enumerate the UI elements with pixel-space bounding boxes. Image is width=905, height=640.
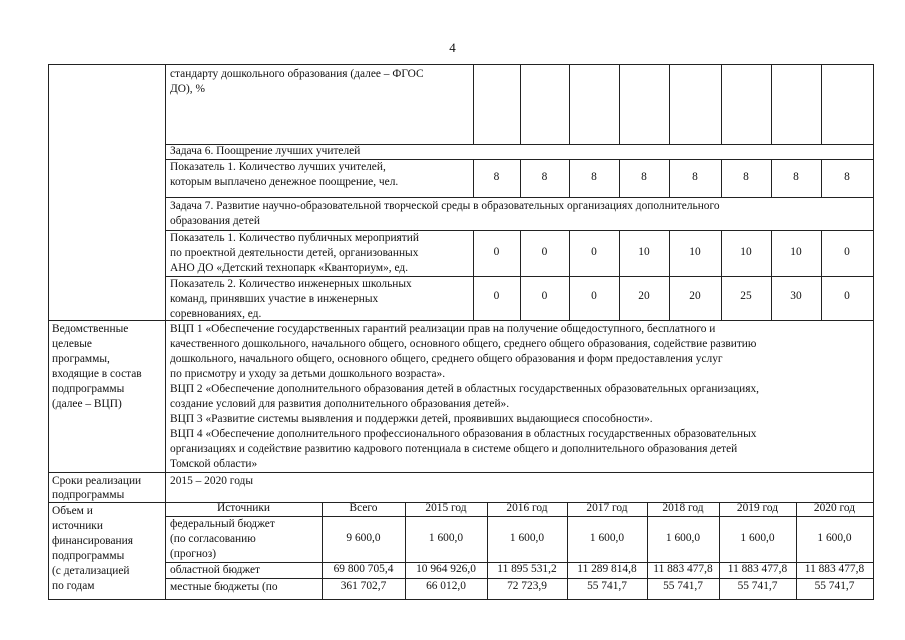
fgos-indicator-line-2: ДО), % bbox=[170, 83, 205, 95]
source-line: (прогноз) bbox=[170, 548, 217, 560]
fgos-indicator-line-1: стандарту дошкольного образования (далее – ФГОС bbox=[170, 68, 424, 80]
vcp-text-line: дошкольного, начального общего, основного общего, среднего общего образования и форм предоставления услуг bbox=[170, 353, 723, 365]
value-cell: 11 883 477,8 bbox=[804, 563, 865, 575]
vcp-label-line: (далее – ВЦП) bbox=[52, 398, 122, 410]
vcp-text-line: по присмотру и уходу за детьми дошкольного возраста». bbox=[170, 368, 446, 380]
task-7-indicator-2-line-1: Показатель 2. Количество инженерных школьных bbox=[170, 278, 412, 290]
task-7-indicator-2-line-2: команд, принявших участие в инженерных bbox=[170, 293, 379, 305]
terms-value: 2015 – 2020 годы bbox=[170, 475, 254, 487]
header-cell: 2020 год bbox=[813, 502, 856, 514]
vcp-label-line: Ведомственные bbox=[52, 323, 129, 335]
value-cell: 0 bbox=[844, 290, 850, 302]
value-cell: 1 600,0 bbox=[665, 532, 701, 544]
source-line: местные бюджеты (по bbox=[170, 581, 278, 593]
finance-label-line: источники bbox=[52, 520, 103, 532]
header-cell: Источники bbox=[216, 502, 271, 514]
source-line: федеральный бюджет bbox=[170, 518, 275, 530]
terms-label-line-2: подпрограммы bbox=[52, 489, 125, 501]
vcp-label-line: подпрограммы bbox=[52, 383, 125, 395]
vcp-label-line: целевые bbox=[52, 338, 92, 350]
value-cell: 8 bbox=[743, 171, 749, 183]
value-cell: 0 bbox=[541, 246, 548, 258]
finance-label-line: по годам bbox=[52, 580, 95, 592]
value-cell: 8 bbox=[541, 171, 548, 183]
header-cell: 2015 год bbox=[425, 502, 467, 514]
vcp-text-line: качественного дошкольного, начального общего, основного общего, среднего общего образования, содействие развитию bbox=[170, 338, 757, 350]
value-cell: 1 600,0 bbox=[589, 532, 625, 544]
value-cell: 8 bbox=[844, 171, 850, 183]
finance-label-line: финансирования bbox=[52, 535, 133, 547]
value-cell: 8 bbox=[493, 171, 500, 183]
value-cell: 72 723,9 bbox=[507, 580, 547, 592]
value-cell: 0 bbox=[591, 246, 597, 258]
value-cell: 361 702,7 bbox=[340, 580, 387, 592]
task-7-heading-line-1: Задача 7. Развитие научно-образовательной творческой среды в образовательных организациях дополнительного bbox=[170, 200, 720, 212]
value-cell: 8 bbox=[692, 171, 698, 183]
header-cell: 2018 год bbox=[662, 502, 704, 514]
value-cell: 10 bbox=[740, 246, 752, 258]
header-cell: 2019 год bbox=[736, 502, 779, 514]
finance-label-line: подпрограммы bbox=[52, 550, 125, 562]
vcp-text-line: создание условий для развития дополнительного образования детей». bbox=[170, 398, 510, 410]
page-number: 4 bbox=[449, 40, 456, 55]
task-7-indicator-1-line-3: АНО ДО «Детский технопарк «Кванториум», ед. bbox=[170, 262, 409, 274]
value-cell: 0 bbox=[844, 246, 850, 258]
value-cell: 0 bbox=[493, 246, 500, 258]
value-cell: 10 bbox=[689, 246, 701, 258]
vcp-text-line: ВЦП 4 «Обеспечение дополнительного профессионального образования в областных государственных образовательных bbox=[170, 428, 757, 440]
value-cell: 69 800 705,4 bbox=[333, 563, 394, 575]
value-cell: 25 bbox=[740, 290, 752, 302]
task-6-heading: Задача 6. Поощрение лучших учителей bbox=[170, 145, 361, 157]
value-cell: 30 bbox=[790, 290, 802, 302]
task-6-indicator-1-line-2: которым выплачено денежное поощрение, чел. bbox=[170, 176, 399, 188]
value-cell: 11 895 531,2 bbox=[497, 563, 557, 575]
value-cell: 10 bbox=[790, 246, 802, 258]
task-6-indicator-1-line-1: Показатель 1. Количество лучших учителей, bbox=[170, 161, 386, 173]
vcp-text-line: ВЦП 1 «Обеспечение государственных гарантий реализации прав на получение общедоступного, бесплатного и bbox=[170, 323, 716, 335]
value-cell: 11 289 814,8 bbox=[577, 563, 637, 575]
value-cell: 55 741,7 bbox=[814, 580, 855, 592]
value-cell: 20 bbox=[689, 290, 701, 302]
finance-label-line: (с детализацией bbox=[52, 565, 130, 577]
value-cell: 11 883 477,8 bbox=[727, 563, 788, 575]
value-cell: 10 bbox=[638, 246, 650, 258]
finance-label-line: Объем и bbox=[52, 505, 93, 517]
header-cell: 2017 год bbox=[586, 502, 628, 514]
value-cell: 11 883 477,8 bbox=[653, 563, 713, 575]
header-cell: 2016 год bbox=[506, 502, 548, 514]
vcp-text-line: ВЦП 2 «Обеспечение дополнительного образования детей в областных государственных образовательных организациях, bbox=[170, 383, 760, 395]
terms-label-line-1: Сроки реализации bbox=[52, 475, 142, 487]
value-cell: 8 bbox=[641, 171, 647, 183]
value-cell: 0 bbox=[493, 290, 500, 302]
header-cell: Всего bbox=[349, 502, 378, 514]
value-cell: 55 741,7 bbox=[737, 580, 778, 592]
value-cell: 9 600,0 bbox=[346, 532, 381, 544]
value-cell: 1 600,0 bbox=[428, 532, 464, 544]
value-cell: 1 600,0 bbox=[817, 532, 852, 544]
value-cell: 1 600,0 bbox=[740, 532, 775, 544]
value-cell: 1 600,0 bbox=[509, 532, 545, 544]
task-7-heading-line-2: образования детей bbox=[170, 215, 260, 227]
value-cell: 55 741,7 bbox=[587, 580, 627, 592]
value-cell: 0 bbox=[591, 290, 597, 302]
value-cell: 20 bbox=[638, 290, 650, 302]
vcp-text-line: ВЦП 3 «Развитие системы выявления и поддержки детей, проявивших выдающиеся способности». bbox=[170, 413, 653, 425]
value-cell: 10 964 926,0 bbox=[416, 563, 476, 575]
source-line: (по согласованию bbox=[170, 533, 256, 545]
value-cell: 66 012,0 bbox=[426, 580, 466, 592]
value-cell: 8 bbox=[591, 171, 597, 183]
task-7-indicator-1-line-1: Показатель 1. Количество публичных мероприятий bbox=[170, 232, 419, 244]
task-7-indicator-2-line-3: соревнованиях, ед. bbox=[170, 308, 262, 320]
vcp-text-line: Томской области» bbox=[170, 458, 258, 470]
value-cell: 0 bbox=[541, 290, 548, 302]
source-line: областной бюджет bbox=[170, 564, 260, 576]
value-cell: 55 741,7 bbox=[663, 580, 703, 592]
vcp-label-line: входящие в состав bbox=[52, 368, 142, 380]
value-cell: 8 bbox=[793, 171, 799, 183]
vcp-label-line: программы, bbox=[52, 353, 110, 365]
vcp-text-line: организациях и содействие развитию кадрового потенциала в системе общего и дополнительного образования детей bbox=[170, 443, 738, 455]
task-7-indicator-1-line-2: по проектной деятельности детей, организованных bbox=[170, 247, 419, 259]
